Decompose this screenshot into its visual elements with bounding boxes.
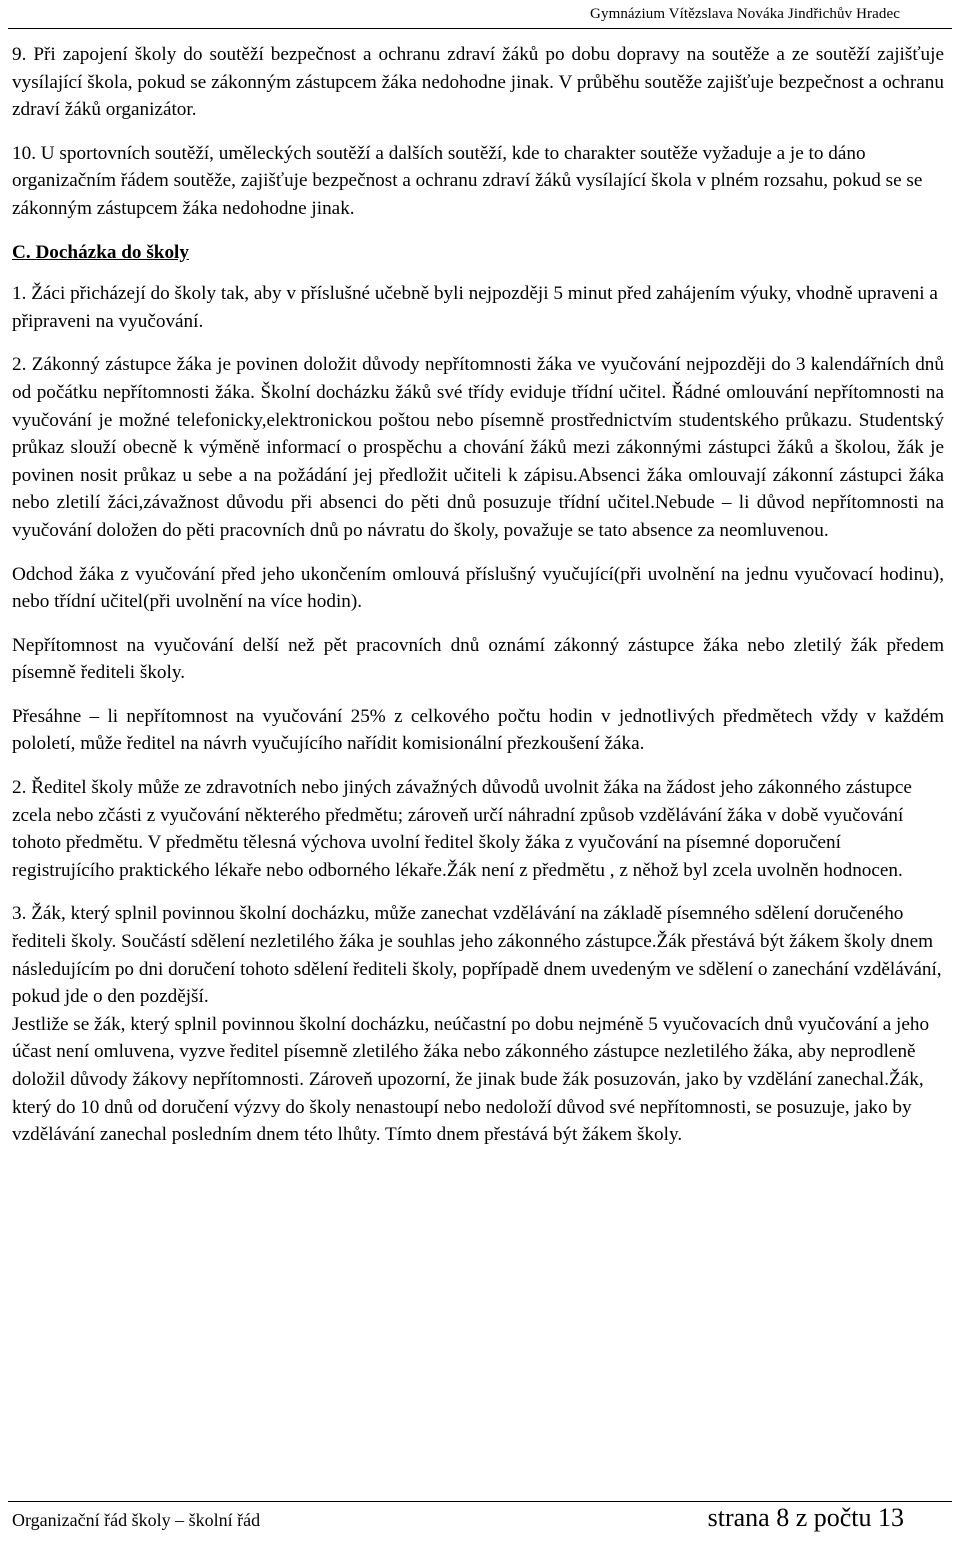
paragraph-10: 10. U sportovních soutěží, uměleckých soutěží a dalších soutěží, kde to charakter soutěže vyžaduje a je to dáno organizačním řádem soutěže, zajišťuje bezpečnost a ochranu zdraví žáků vysílající škola v plném rozsahu, pokud se se zákonným zástupcem žáka nedohodne jinak. <box>12 142 923 219</box>
paragraph-odchod: Odchod žáka z vyučování před jeho ukončením omlouvá příslušný vyučující(při uvolnění na jednu vyučovací hodinu), nebo třídní učitel(při uvolnění na více hodin). <box>12 563 944 613</box>
paragraph-c2: 2. Zákonný zástupce žáka je povinen doložit důvody nepřítomnosti žáka ve vyučování nejpozději do 3 kalendářních dnů od počátku nepřítomnosti žáka. Školní docházku žáků své třídy eviduje třídní učitel. Řádné omlouvání nepřítomnosti na vyučování je možné telefonicky,elektronickou poštou nebo písemně prostřednictvím studentského průkazu. Studentský průkaz slouží obecně k výměně informací o prospěchu a chování žáků mezi zákonnými zástupci žáků a školou, žák je povinen nosit průkaz u sebe a na požádání jej předložit učiteli k zápisu.Absenci žáka omlouvají zákonní zástupci žáka nebo zletilí žáci,závažnost důvodu při absenci do pěti dnů posuzuje třídní učitel.Nebude – li důvod nepřítomnosti na vyučování doložen do pěti pracovních dnů po návratu do školy, považuje se tato absence za neomluvenou. <box>12 354 944 541</box>
paragraph-jestlize: Jestliže se žák, který splnil povinnou školní docházku, neúčastní po dobu nejméně 5 vyučovacích dnů vyučování a jeho účast není omluvena, vyzve ředitel písemně zletilého žáka nebo zákonného zástupce nezletilého žáka, aby neprodleně doložil důvody žákovy nepřítomnosti. Zároveň upozorní, že jinak bude žák posuzován, jako by vzdělání zanechal.Žák, který do 10 dnů od doručení výzvy do školy nenastoupí nebo nedoloží důvod své nepřítomnosti, se posuzuje, jako by vzdělávání zanechal posledním dnem této lhůty. Tímto dnem přestává být žákem školy. <box>12 1013 930 1146</box>
footer-divider <box>8 1501 952 1502</box>
paragraph-nepritomnost: Nepřítomnost na vyučování delší než pět pracovních dnů oznámí zákonný zástupce žáka nebo zletilý žák předem písemně řediteli školy. <box>12 634 944 684</box>
paragraph-c1: 1. Žáci přicházejí do školy tak, aby v příslušné učebně byli nejpozději 5 minut před zahájením výuky, vhodně upraveni a připraveni na vyučování. <box>12 283 938 332</box>
paragraph-reditel: 2. Ředitel školy může ze zdravotních nebo jiných závažných důvodů uvolnit žáka na žádost jeho zákonného zástupce zcela nebo zčásti z vyučování některého předmětu; zároveň určí náhradní způsob vzdělávání žáka v době vyučování tohoto předmětu. V předmětu tělesná výchova uvolní ředitel školy žáka z vyučování na písemné doporučení registrujícího praktického lékaře nebo odborného lékaře.Žák není z předmětu , z něhož byl zcela uvolněn hodnocen. <box>12 777 912 881</box>
header-divider <box>8 28 952 29</box>
section-title-c: C. Docházka do školy <box>12 241 189 263</box>
page-header-school: Gymnázium Vítězslava Nováka Jindřichův Hradec <box>590 6 900 22</box>
paragraph-presahne: Přesáhne – li nepřítomnost na vyučování 25% z celkového počtu hodin v jednotlivých předmětech vždy v každém pololetí, může ředitel na návrh vyučujícího nařídit komisionální přezkoušení žáka. <box>12 705 944 755</box>
footer-document-title: Organizační řád školy – školní řád <box>12 1510 261 1530</box>
footer-page-number: strana 8 z počtu 13 <box>707 1503 904 1532</box>
paragraph-9: 9. Při zapojení školy do soutěží bezpečnost a ochranu zdraví žáků po dobu dopravy na soutěže a ze soutěží zajišťuje vysílající škola, pokud se zákonným zástupcem žáka nedohodne jinak. V průběhu soutěže zajišťuje bezpečnost a ochranu zdraví žáků organizátor. <box>12 44 944 121</box>
paragraph-zak3: 3. Žák, který splnil povinnou školní docházku, může zanechat vzdělávání na základě písemného sdělení doručeného řediteli školy. Součástí sdělení nezletilého žáka je souhlas jeho zákonného zástupce.Žák přestává být žákem školy dnem následujícím po dni doručení tohoto sdělení řediteli školy, popřípadě dnem uvedeným ve sdělení o zanechání vzdělávání, pokud jde o den pozdější. <box>12 903 942 1008</box>
document-body <box>12 41 944 1149</box>
